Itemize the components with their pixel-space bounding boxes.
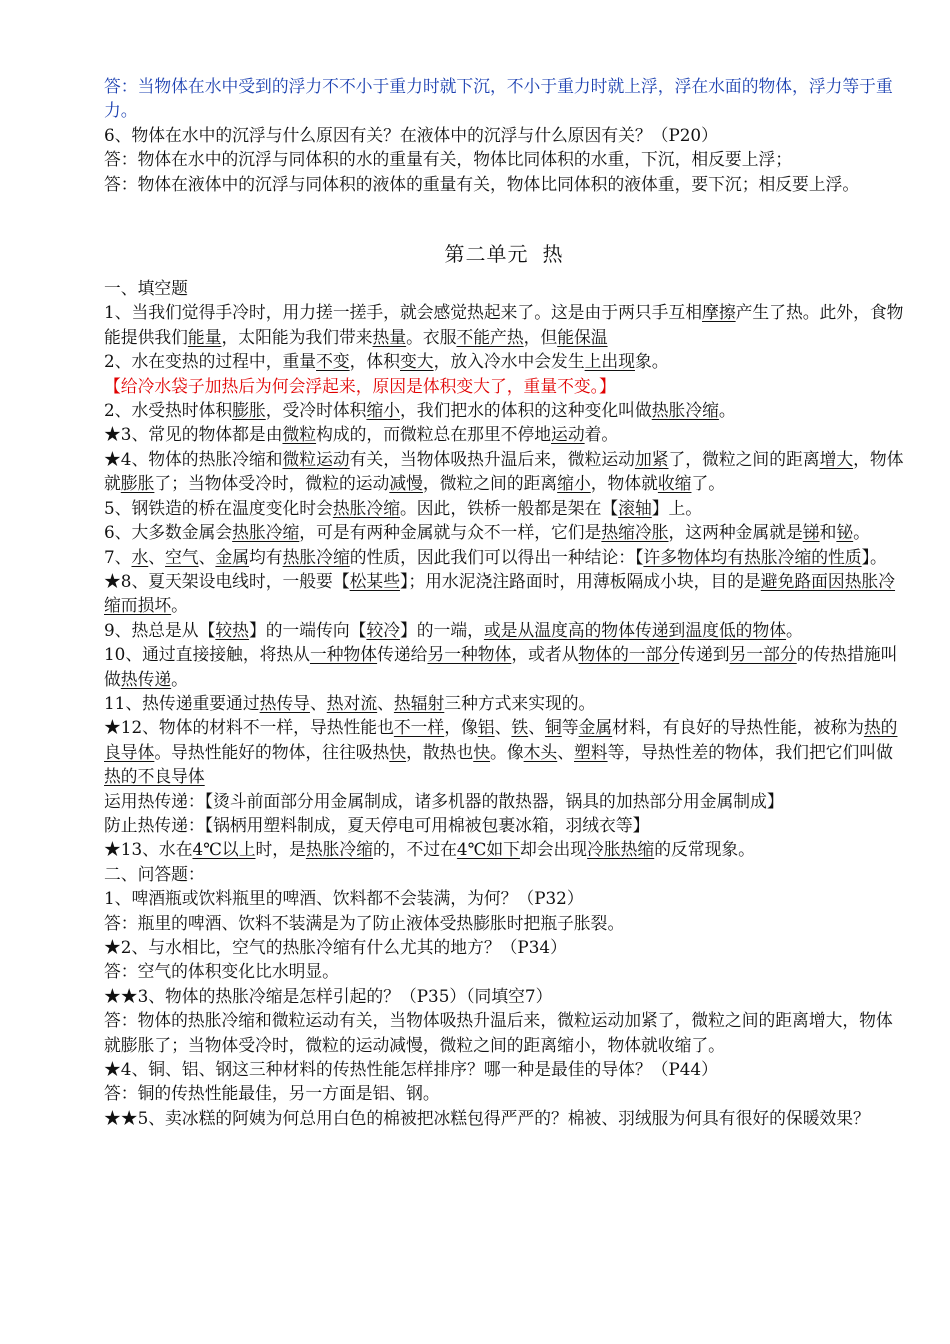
answer-blank: 热胀冷缩 [332, 497, 400, 518]
question-text: ，太阳能为我们带来 [221, 326, 373, 347]
qa-answer-1: 答：瓶里的啤酒、饮料不装满是为了防止液体受热膨胀时把瓶子胀裂。 [104, 912, 625, 933]
question-text: 的反常现象。 [654, 839, 755, 860]
answer-blank: 热胀冷缩 [232, 522, 300, 543]
fill-note-red: 【给冷水袋子加热后为何会浮起来，原因是体积变大了，重量不变。】 [104, 375, 616, 396]
question-text: ，微粒之间的距离 [422, 473, 558, 494]
answer-6-water: 答：物体在水中的沉浮与同体积的水的重量有关，物体比同体积的水重，下沉，相反要上浮； [104, 149, 793, 170]
question-text: 的性质，因此我们可以得出一种结论：【 [349, 546, 644, 567]
fill-item-10 [104, 642, 904, 691]
question-text: 、 [528, 717, 545, 738]
fill-item-9 [104, 618, 904, 642]
fill-item-11 [104, 691, 904, 715]
question-text: 、 [309, 692, 327, 713]
question-6: 6、物体在水中的沉浮与什么原因有关？在液体中的沉浮与什么原因有关？（P20） [104, 124, 718, 145]
question-text: 、 [198, 546, 216, 567]
question-text: 、 [494, 717, 512, 738]
qa-answer-2: 答：空气的体积变化比水明显。 [104, 961, 339, 982]
question-text: ，但 [523, 326, 558, 347]
answer-blank: 运动 [551, 424, 585, 445]
question-text: 了；当物体受冷时，微粒的运动 [154, 473, 390, 494]
answer-blank: 热的良导体 [104, 717, 898, 762]
answer-blank: 铝 [477, 717, 495, 738]
question-text: 了。 [691, 473, 726, 494]
question-text: ★4、物体的热胀冷缩和 [104, 448, 283, 469]
answer-blank: 膨胀 [232, 400, 266, 421]
answer-blank: 不一样 [393, 717, 445, 738]
question-text: ，体积 [349, 351, 400, 372]
answer-blank: 缩小 [366, 400, 401, 421]
unit-title-topic: 热 [542, 242, 564, 267]
answer-6-liquid: 答：物体在液体中的沉浮与同体积的液体的重量有关，物体比同体积的液体重，要下沉；相反要上浮。 [104, 173, 860, 194]
answer-blank: 4℃以上 [192, 839, 256, 860]
answer-blank: 金属 [578, 717, 613, 738]
answer-blank: 金属 [215, 546, 250, 567]
question-text: 三种方式来实现的。 [444, 692, 596, 713]
answer-blank: 热的不良导体 [104, 766, 205, 787]
question-text: ★13、水在 [104, 839, 193, 860]
answer-blank: 热缩冷胀 [601, 522, 669, 543]
answer-blank: 热量 [372, 326, 407, 347]
answer-blank: 空气 [165, 546, 199, 567]
answer-blank: 微粒 [282, 424, 317, 445]
question-text: 2、水受热时体积 [104, 400, 233, 421]
question-text: 。导热性能好的物体，往往吸热 [154, 741, 390, 762]
answer-blank: 能量 [187, 326, 222, 347]
question-text: ，像 [444, 717, 478, 738]
question-text: 等 [561, 717, 579, 738]
question-text: 。衣服 [406, 326, 457, 347]
question-text: ★12、物体的材料不一样，导热性能也 [104, 717, 394, 738]
fill-item-2 [104, 349, 904, 373]
question-text: ，这两种金属就是 [668, 522, 803, 543]
fill-heading: 一、填空题 [104, 278, 188, 299]
prevent-heat-transfer: 防止热传递：【锅柄用塑料制成，夏天停电可用棉被包裹冰箱，羽绒衣等】 [104, 814, 650, 835]
question-text: ，可是有两种金属就与众不一样，它们是 [299, 522, 602, 543]
question-text: ★3、常见的物体都是由 [104, 424, 283, 445]
qa-answer-3: 答：物体的热胀冷缩和微粒运动有关，当物体吸热升温后来，微粒运动加紧了，微粒之间的距离增大，物体就膨胀了；当物体受冷时，微粒的运动减慢，微粒之间的距离缩小，物体就收缩了。 [104, 1010, 893, 1055]
answer-blank: 变大 [400, 351, 434, 372]
answer-blank: 较冷 [366, 619, 401, 640]
qa-question-4: ★4、铜、铝、钢这三种材料的传热性能怎样排序？哪一种是最佳的导体？（P44） [104, 1059, 718, 1080]
answer-blank: 铋 [836, 522, 854, 543]
question-text: ★8、夏天架设电线时，一般要【 [104, 570, 350, 591]
answer-blank: 冷胀热缩 [587, 839, 655, 860]
unit-title-number: 第二单元 [444, 242, 529, 267]
qa-answer-4: 答：铜的传热性能最佳，另一方面是铝、钢。 [104, 1083, 440, 1104]
question-text: 、 [557, 741, 574, 762]
fill-item-4 [104, 447, 904, 496]
question-text: ，受冷时体积 [265, 400, 367, 421]
fill-item-3 [104, 422, 904, 446]
answer-blank: 不能产热 [456, 326, 524, 347]
qa-question-2: ★2、与水相比，空气的热胀冷缩有什么尤其的地方？（P34） [104, 937, 567, 957]
answer-blank: 摩擦 [702, 302, 736, 323]
answer-blank: 另一部分 [729, 644, 797, 665]
question-text: 】的一端传向【 [248, 619, 367, 640]
answer-blank: 物体的一部分 [578, 644, 680, 665]
fill-item-12 [104, 715, 904, 788]
question-text: 传递给 [377, 644, 428, 665]
question-text: 。像 [490, 741, 524, 762]
question-text: 9、热总是从【 [104, 619, 216, 640]
question-text: 均有 [249, 546, 283, 567]
question-text: ，散热也 [406, 741, 474, 762]
question-text: 】上。 [651, 497, 703, 518]
answer-blank: 锑 [802, 522, 820, 543]
answer-blank: 能保温 [557, 326, 608, 347]
question-text: 。 [171, 668, 188, 689]
answer-blank: 较热 [215, 619, 249, 640]
fill-item-1 [104, 300, 904, 349]
answer-blank: 不变 [316, 351, 350, 372]
question-text: 7、 [104, 546, 132, 567]
use-heat-transfer: 运用热传递：【烫斗前面部分用金属制成，诸多机器的散热器，锅具的加热部分用金属制成】 [104, 790, 784, 811]
fill-item-5 [104, 496, 904, 520]
answer-blank: 热胀冷缩 [651, 400, 719, 421]
fill-item-7 [104, 545, 904, 569]
question-text: 传递到 [679, 644, 730, 665]
answer-blank: 或是从温度高的物体传递到温度低的物体 [483, 619, 787, 640]
question-text: 。因此，铁桥一般都是架在【 [399, 497, 619, 518]
answer-blank: 水 [131, 546, 149, 567]
answer-blank: 增大 [819, 448, 854, 469]
answer-blank: 避免路面因热胀冷缩而损坏 [104, 570, 896, 616]
question-text: 了，微粒之间的距离 [668, 448, 820, 469]
question-text: 等，导热性差的物体，我们把它们叫做 [607, 741, 893, 762]
question-text: 材料，有良好的导热性能，被称为 [612, 717, 864, 738]
answer-blank: 4℃如下 [456, 839, 520, 860]
fill-item-2b [104, 398, 904, 422]
answer-blank: 铜 [544, 717, 562, 738]
answer-blank: 铁 [511, 717, 529, 738]
question-text: 6、大多数金属会 [104, 522, 233, 543]
question-text: 5、钢铁造的桥在温度变化时会 [104, 497, 333, 518]
question-text: 有关，当物体吸热升温后来，微粒运动 [349, 448, 635, 469]
qa-heading: 二、问答题： [104, 863, 205, 884]
document-page [104, 74, 904, 1130]
answer-blank: 热传导 [259, 692, 310, 713]
question-text: 的，不过在 [373, 839, 457, 860]
answer-blank: 微粒运动 [282, 448, 350, 469]
question-text: 象。 [634, 351, 669, 372]
question-text: 产生了热。此外，食物能提供我们 [104, 302, 904, 347]
question-text: ，放入冷水中会发生 [433, 351, 585, 372]
answer-blank: 热对流 [326, 692, 378, 713]
question-text: ，我们把水的体积的这种变化叫做 [400, 400, 652, 421]
answer-blank: 热辐射 [393, 692, 445, 713]
question-text: ，或者从 [511, 644, 579, 665]
answer-blank: 上出现 [584, 351, 635, 372]
answer-blank: 另一种物体 [427, 644, 512, 665]
question-text: 却会出现 [519, 839, 588, 860]
question-text: ，物体就 [590, 473, 658, 494]
question-text: 11、热传递重要通过 [104, 692, 260, 713]
answer-blank: 收缩 [657, 473, 692, 494]
question-text: 2、水在变热的过程中，重量 [104, 351, 317, 372]
question-text: ，物体就 [104, 448, 904, 494]
question-text: 和 [819, 522, 837, 543]
question-text: 的传热措施叫做 [104, 644, 898, 689]
question-text: 。 [718, 400, 736, 421]
answer-blank: 快 [389, 741, 407, 762]
question-text: 】；用水泥浇注路面时，用薄板隔成小块，目的是 [399, 570, 761, 591]
question-text: 、 [148, 546, 166, 567]
fill-item-8 [104, 569, 904, 618]
answer-blank: 快 [473, 741, 491, 762]
question-text: 构成的，而微粒总在那里不停地 [316, 424, 552, 445]
answer-blank: 许多物体均有热胀冷缩的性质 [643, 546, 862, 567]
question-text: 】的一端， [400, 619, 484, 640]
fill-item-13 [104, 837, 904, 861]
question-text: 着。 [584, 424, 619, 445]
question-text: 。 [171, 595, 188, 616]
answer-blank: 滚轴 [618, 497, 652, 518]
answer-blank: 塑料 [574, 741, 608, 762]
qa-question-1: 1、啤酒瓶或饮料瓶里的啤酒、饮料都不会装满，为何？（P32） [104, 888, 584, 909]
unit-title [104, 240, 904, 268]
answer-blank: 缩小 [557, 473, 591, 494]
answer-blank: 热胀冷缩 [305, 839, 373, 860]
answer-blank: 减慢 [389, 473, 423, 494]
answer-blank: 木头 [523, 741, 558, 762]
answer-blank: 一种物体 [309, 644, 378, 665]
answer-blank: 膨胀 [120, 473, 155, 494]
qa-question-5: ★★5、卖冰糕的阿姨为何总用白色的棉被把冰糕包得严严的？棉被、羽绒服为何具有很好的保暖效果？ [104, 1107, 870, 1128]
question-text: 、 [377, 692, 394, 713]
question-text: 1、当我们觉得手冷时，用力搓一搓手，就会感觉热起来了。这是由于两只手互相 [104, 302, 703, 323]
question-text: 时，是 [255, 839, 306, 860]
answer-blank: 松某些 [349, 570, 400, 591]
question-text: 10、通过直接接触，将热从 [104, 644, 310, 665]
answer-blank: 热胀冷缩 [282, 546, 350, 567]
question-text: 。 [786, 619, 803, 640]
qa-question-3: ★★3、物体的热胀冷缩是怎样引起的？（P35）（同填空7） [104, 985, 553, 1006]
fill-item-6 [104, 520, 904, 544]
answer-blank: 加紧 [634, 448, 669, 469]
answer-5: 答：当物体在水中受到的浮力不不小于重力时就下沉，不小于重力时就上浮，浮在水面的物体，浮力等于重力。 [104, 76, 893, 121]
question-text: 。 [853, 522, 870, 543]
answer-blank: 热传递 [120, 668, 172, 689]
question-text: 】。 [861, 546, 887, 567]
